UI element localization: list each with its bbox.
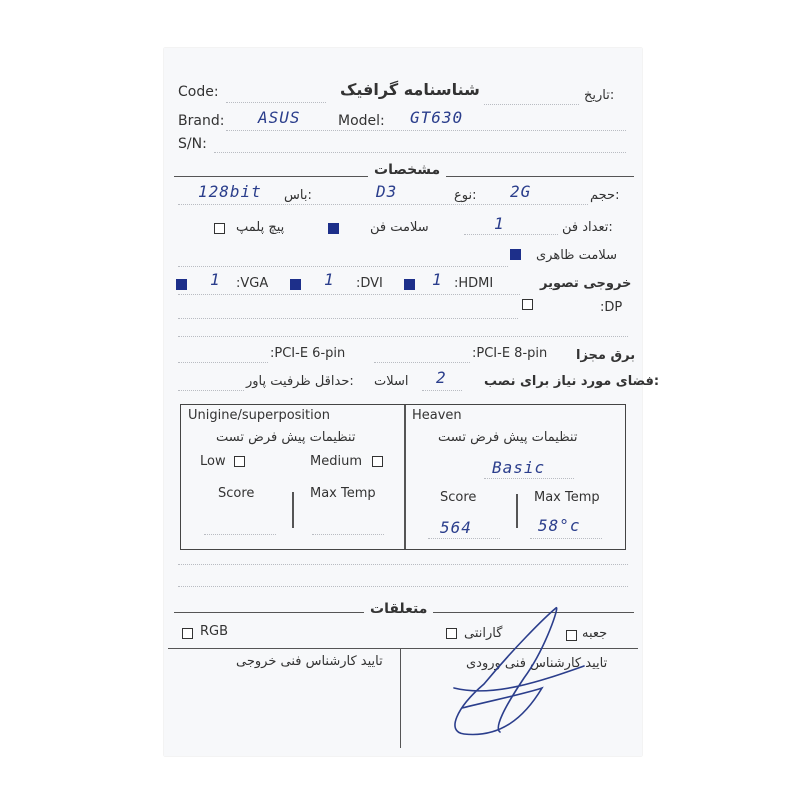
- slot-label: اسلات: [374, 374, 409, 389]
- fan-count-value: 1: [494, 214, 505, 233]
- dvi-label: :DVI: [356, 276, 383, 291]
- date-label: تاریخ:: [584, 88, 615, 103]
- sn-label: S/N:: [178, 136, 207, 152]
- model-label: Model:: [338, 113, 385, 129]
- fan-count-label: تعداد فن:: [562, 220, 613, 235]
- vga-value: 1: [210, 270, 221, 289]
- appearance-label: سلامت ظاهری: [536, 248, 618, 263]
- pcie6-label: :PCI-E 6-pin: [270, 346, 346, 361]
- size-label: حجم:: [590, 188, 620, 203]
- heaven-score-label: Score: [440, 490, 477, 505]
- hdmi-label: :HDMI: [454, 276, 494, 291]
- model-value: GT630: [410, 108, 464, 127]
- form-title: شناسنامه گرافیک: [340, 80, 480, 99]
- heaven-maxtemp-label: Max Temp: [534, 490, 600, 505]
- heaven-maxtemp-value: 58°c: [538, 516, 581, 535]
- pcie8-label: :PCI-E 8-pin: [472, 346, 548, 361]
- unigine-maxtemp-label: Max Temp: [310, 486, 376, 501]
- dvi-value: 1: [324, 270, 335, 289]
- type-label: نوع:: [454, 188, 477, 203]
- dp-label: :DP: [600, 300, 623, 315]
- code-label: Code:: [178, 84, 219, 100]
- rgb-label: RGB: [200, 624, 229, 639]
- screw-seal-label: پیچ پلمپ: [236, 220, 285, 235]
- space-value: 2: [436, 368, 447, 387]
- type-value: D3: [376, 182, 398, 201]
- bus-value: 128bit: [198, 182, 262, 201]
- space-label: فضای مورد نیاز برای نصب:: [484, 374, 660, 389]
- accessories-title: متعلقات: [364, 601, 433, 617]
- brand-value: ASUS: [258, 108, 301, 127]
- incoming-approval-label: تایید کارشناس فنی ورودی: [466, 656, 608, 671]
- medium-label: Medium: [310, 454, 362, 469]
- power-label: برق مجزا: [576, 348, 636, 363]
- unigine-preset-label: تنظیمات پیش فرض تست: [216, 430, 356, 445]
- signature: [164, 48, 642, 756]
- bus-label: باس:: [284, 188, 312, 203]
- size-value: 2G: [510, 182, 532, 201]
- vga-label: :VGA: [236, 276, 269, 291]
- unigine-title: Unigine/superposition: [188, 408, 330, 423]
- box-label: جعبه: [582, 626, 608, 641]
- unigine-score-label: Score: [218, 486, 255, 501]
- heaven-title: Heaven: [412, 408, 462, 423]
- low-label: Low: [200, 454, 226, 469]
- warranty-label: گارانتی: [464, 626, 503, 641]
- heaven-score-value: 564: [440, 518, 472, 537]
- hdmi-value: 1: [432, 270, 443, 289]
- fan-health-label: سلامت فن: [370, 220, 429, 235]
- min-psu-label: حداقل ظرفیت پاور:: [246, 374, 354, 389]
- specs-title: مشخصات: [368, 162, 446, 178]
- outgoing-approval-label: تایید کارشناس فنی خروجی: [236, 654, 383, 669]
- heaven-preset-value: Basic: [492, 458, 546, 477]
- graphics-card-form: [164, 48, 660, 756]
- brand-label: Brand:: [178, 113, 225, 129]
- output-label: خروجی تصویر: [540, 276, 632, 291]
- heaven-preset-label: تنظیمات پیش فرض تست: [438, 430, 578, 445]
